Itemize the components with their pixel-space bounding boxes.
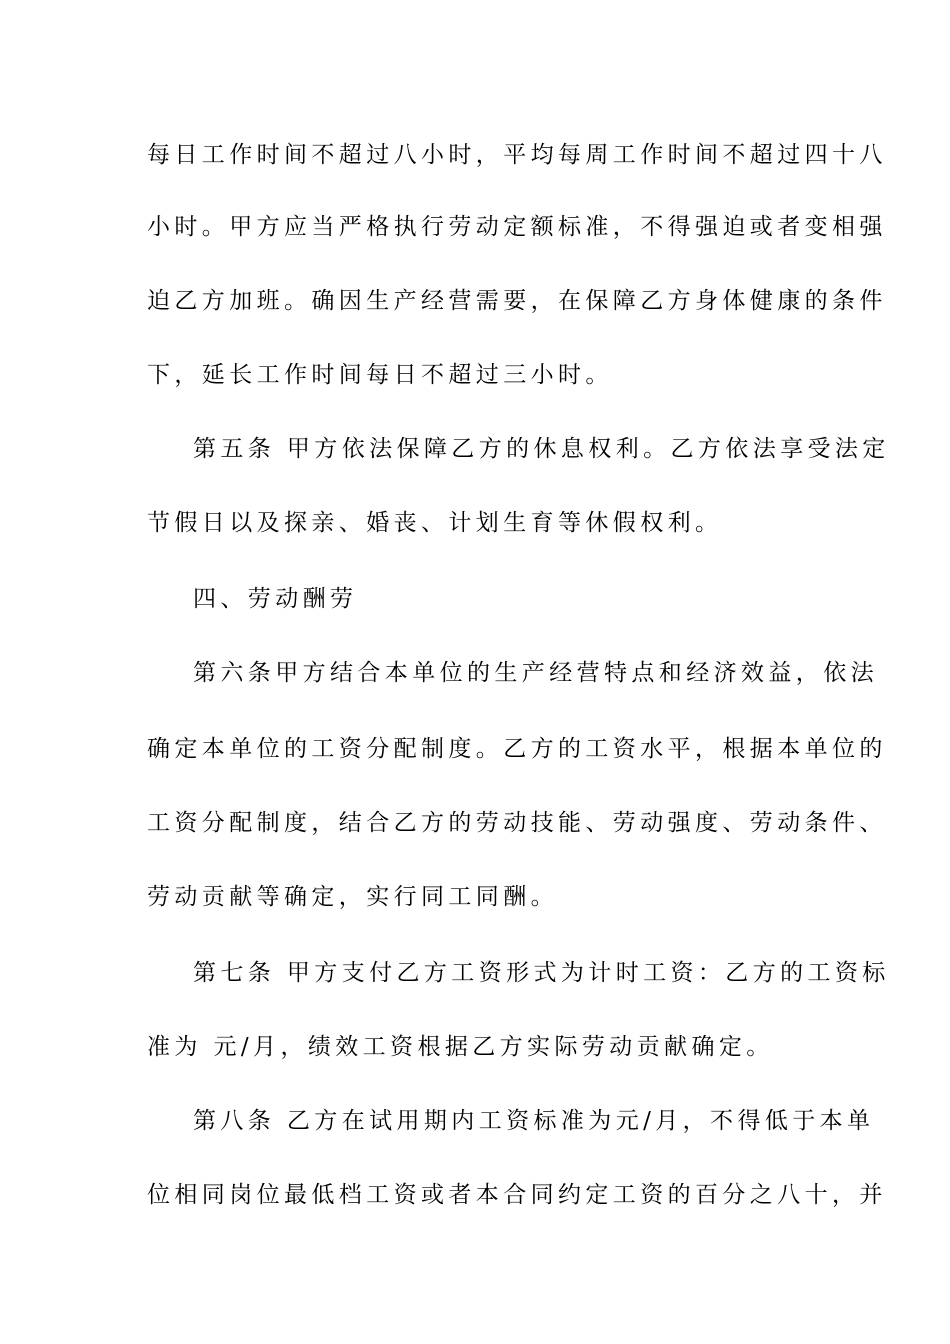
text-line: 第七条 甲方支付乙方工资形式为计时工资：乙方的工资标 [193, 960, 890, 986]
text-line: 第八条 乙方在试用期内工资标准为元/月，不得低于本单 [193, 1108, 875, 1134]
text-line: 小时。甲方应当严格执行劳动定额标准，不得强迫或者变相强 [147, 214, 887, 240]
text-line: 位相同岗位最低档工资或者本合同约定工资的百分之八十，并 [147, 1182, 887, 1208]
text-line: 确定本单位的工资分配制度。乙方的工资水平，根据本单位的 [147, 736, 887, 762]
text-line: 下，延长工作时间每日不超过三小时。 [147, 362, 613, 388]
text-line: 节假日以及探亲、婚丧、计划生育等休假权利。 [147, 510, 723, 536]
text-line: 第六条甲方结合本单位的生产经营特点和经济效益，依法 [193, 660, 878, 686]
text-line: 劳动贡献等确定，实行同工同酬。 [147, 884, 558, 910]
section-heading: 四、劳动酬劳 [193, 586, 358, 612]
text-line: 第五条 甲方依法保障乙方的休息权利。乙方依法享受法定 [193, 436, 890, 462]
text-line: 工资分配制度，结合乙方的劳动技能、劳动强度、劳动条件、 [147, 810, 887, 836]
text-line: 迫乙方加班。确因生产经营需要，在保障乙方身体健康的条件 [147, 288, 887, 314]
text-line: 准为 元/月，绩效工资根据乙方实际劳动贡献确定。 [147, 1034, 774, 1060]
text-line: 每日工作时间不超过八小时，平均每周工作时间不超过四十八 [147, 142, 887, 168]
